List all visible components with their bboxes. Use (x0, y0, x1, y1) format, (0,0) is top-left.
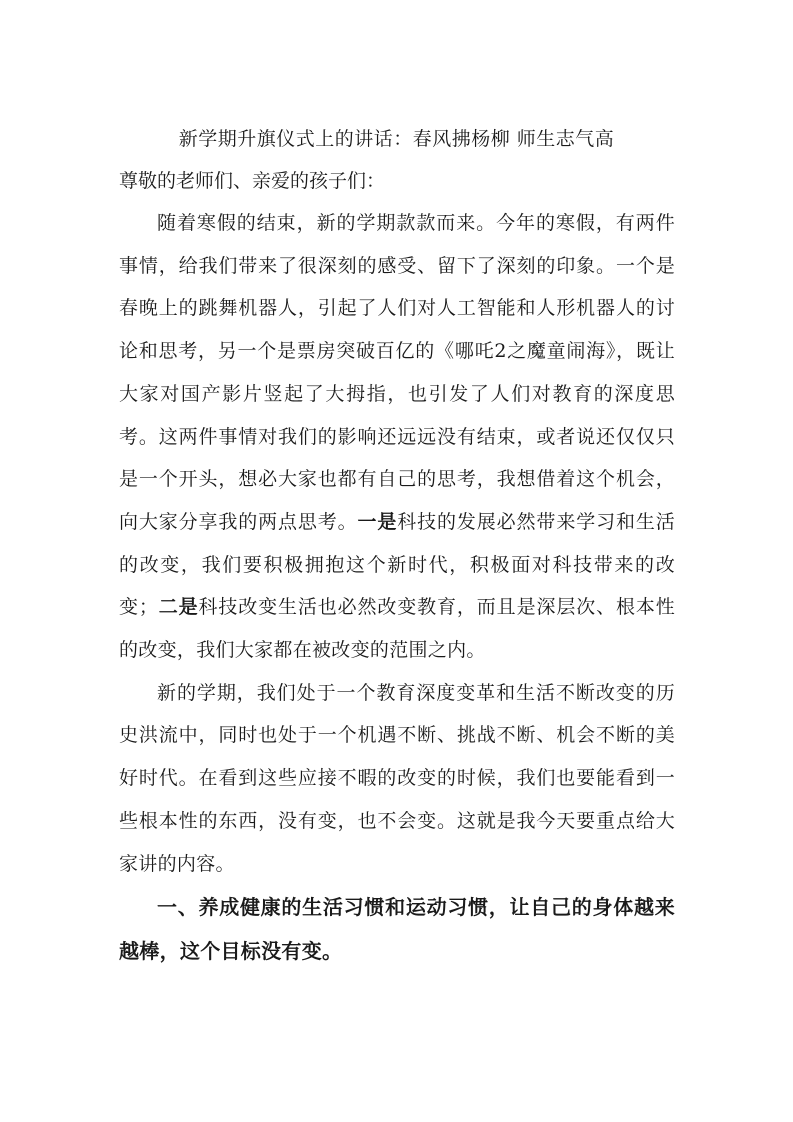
paragraph-1-bold-b: 二是 (158, 596, 199, 619)
paragraph-1-bold-a: 一是 (357, 510, 398, 533)
document-body (119, 160, 675, 973)
paragraph-1-text-b: 科技的发展必然带来学习和生活的改变，我们要积极拥抱这个新时代，积极面对科技带来的改变； (119, 510, 675, 619)
document-title: 新学期升旗仪式上的讲话：春风拂杨柳 师生志气高 (178, 128, 615, 150)
paragraph-1 (119, 202, 675, 672)
paragraph-2: 新的学期，我们处于一个教育深度变革和生活不断改变的历史洪流中，同时也处于一个机遇不断、挑战不断、机会不断的美好时代。在看到这些应接不暇的改变的时候，我们也要能看到一些根本性的东西，没有变，也不会变。这就是我今天要重点给大家讲的内容。 (119, 681, 675, 875)
salutation: 尊敬的老师们、亲爱的孩子们： (119, 170, 386, 192)
section-heading-1: 一、养成健康的生活习惯和运动习惯，让自己的身体越来越棒，这个目标没有变。 (119, 895, 675, 964)
paragraph-1-text-c: 科技改变生活也必然改变教育，而且是深层次、根本性的改变，我们大家都在被改变的范围之内。 (119, 596, 676, 662)
paragraph-1-text-a: 随着寒假的结束，新的学期款款而来。今年的寒假，有两件事情，给我们带来了很深刻的感受、留下了深刻的印象。一个是春晚上的跳舞机器人，引起了人们对人工智能和人形机器人的讨论和思考，另一个是票房突破百亿的《哪吒2之魔童闹海》，既让大家对国产影片竖起了大拇指，也引发了人们对教育的深度思考。这两件事情对我们的影响还远远没有结束，或者说还仅仅只是一个开头，想必大家也都有自己的思考，我想借着这个机会，向大家分享我的两点思考。 (119, 212, 675, 533)
